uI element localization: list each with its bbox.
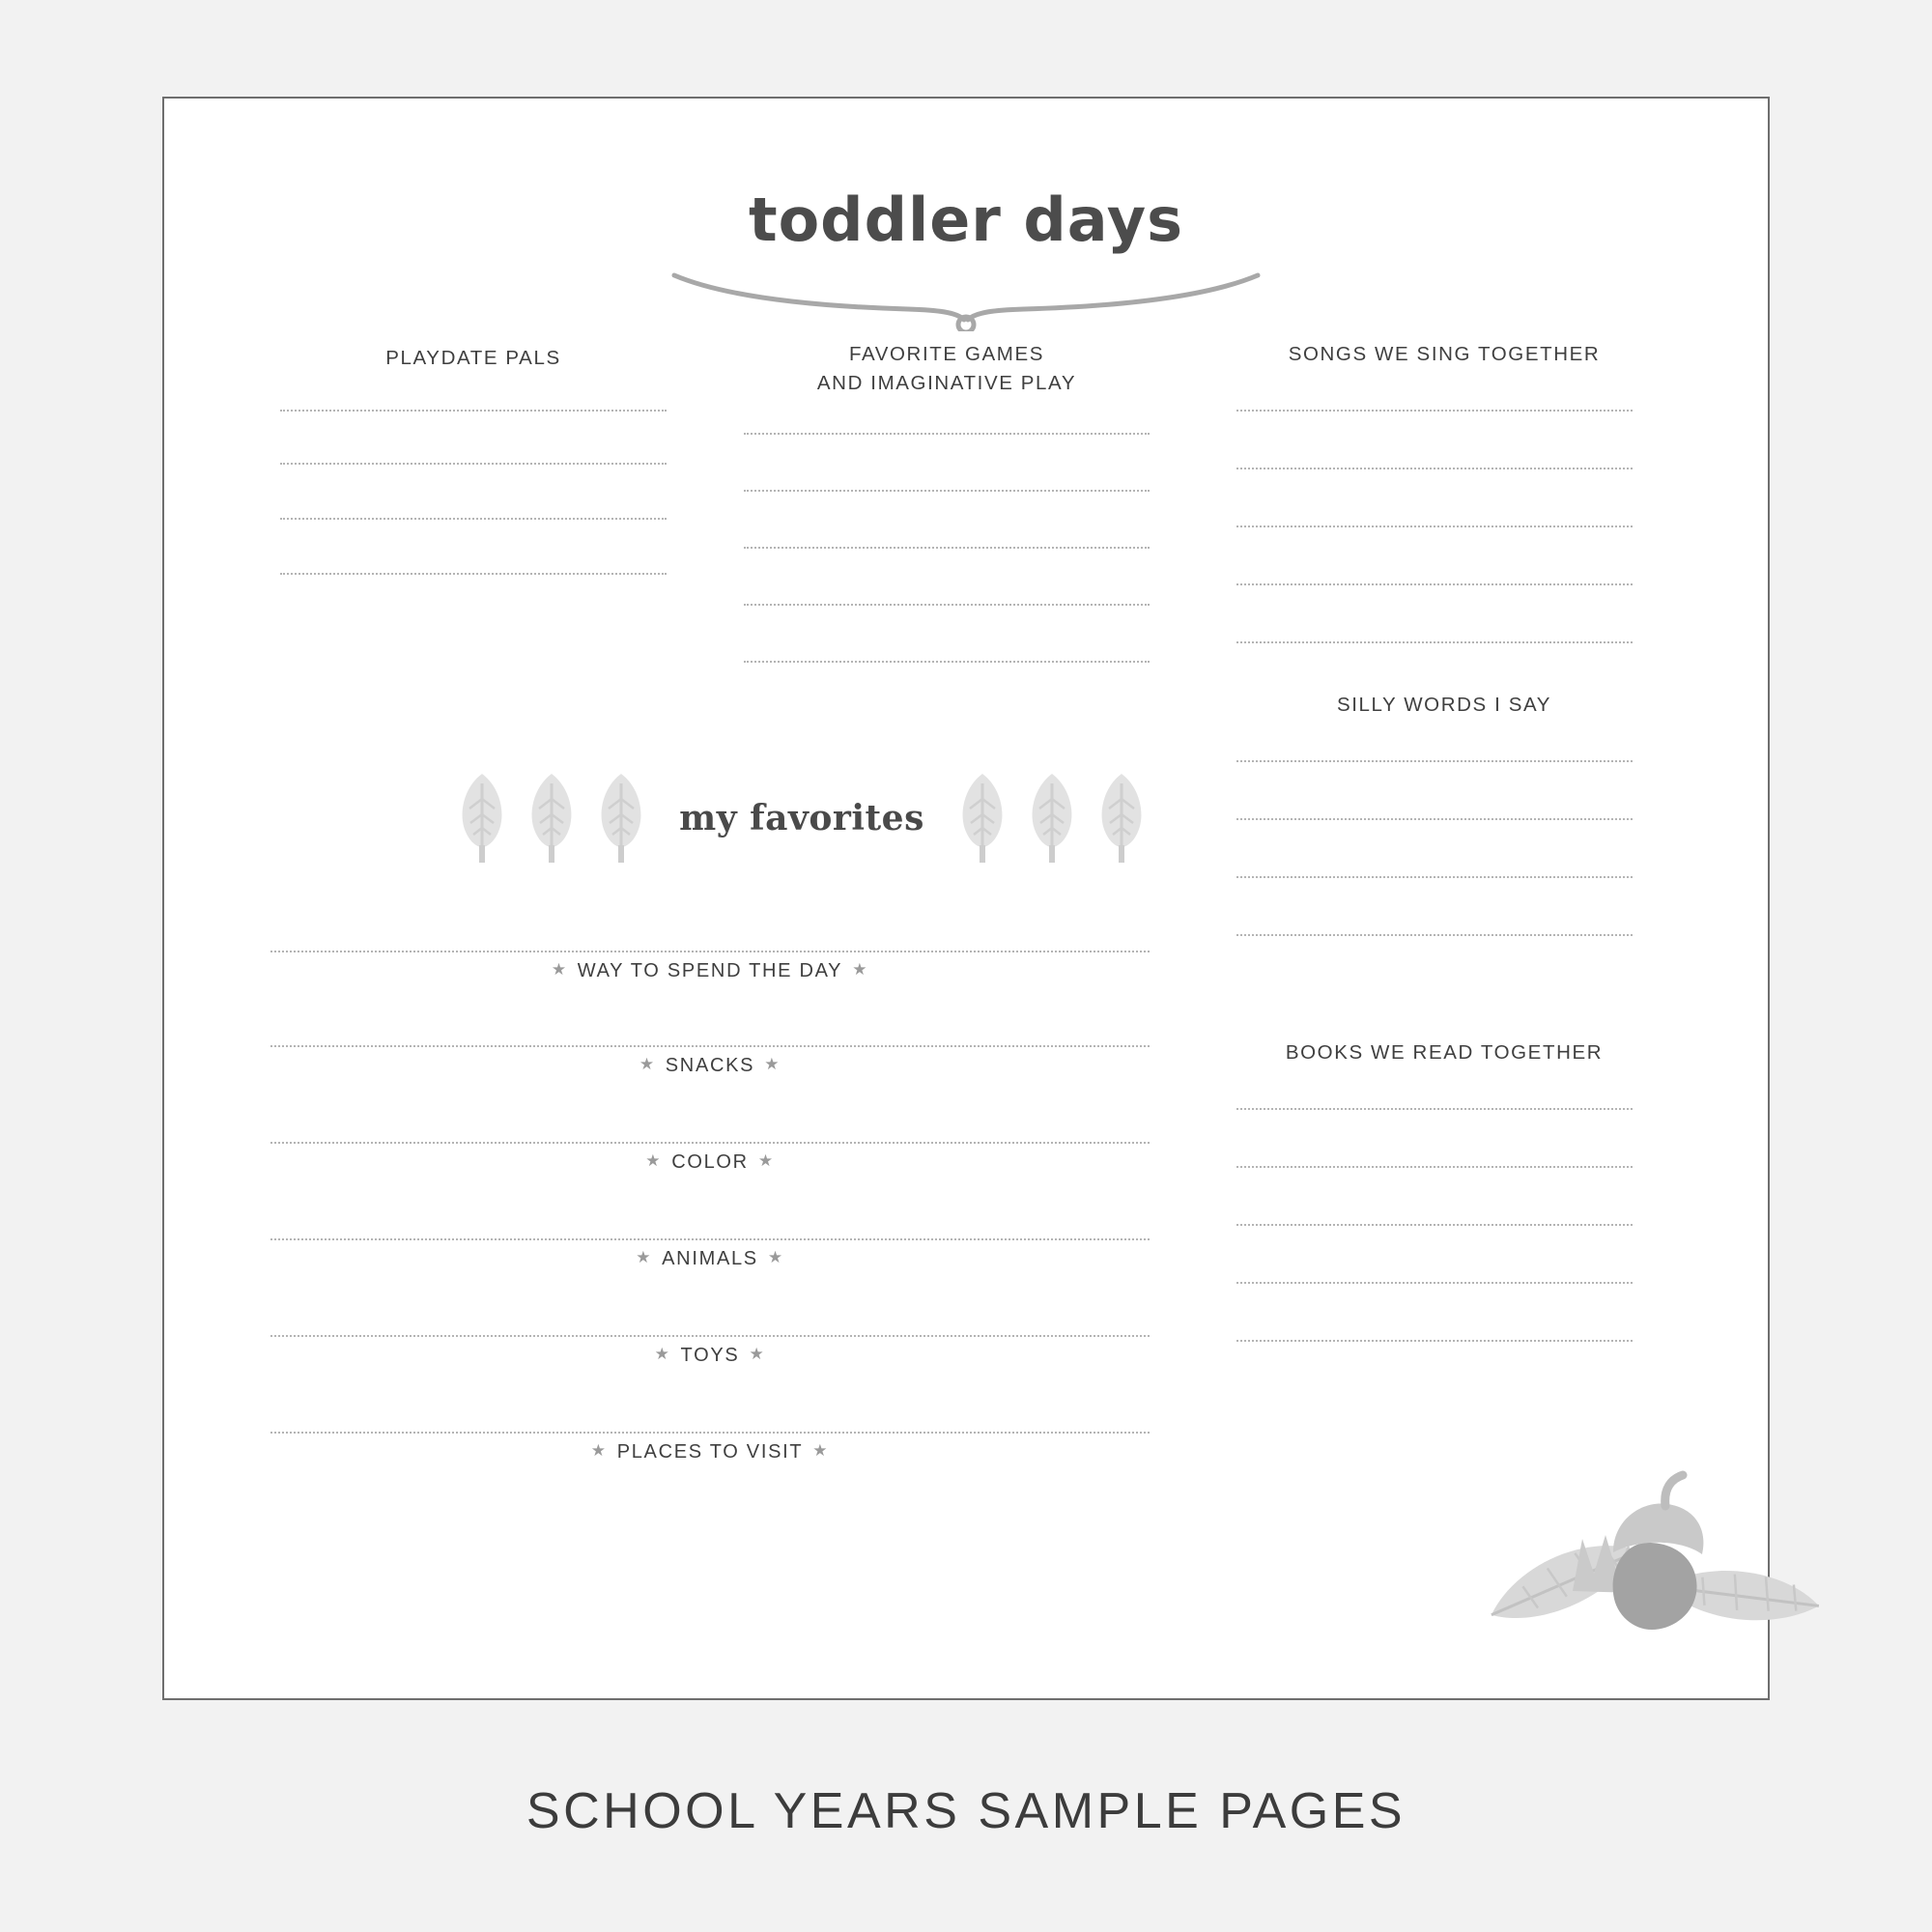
- write-line[interactable]: [280, 571, 667, 575]
- star-icon: ★: [551, 960, 568, 979]
- star-icon: ★: [852, 960, 869, 979]
- write-line[interactable]: [270, 1140, 1150, 1144]
- favorite-label: PLACES TO VISIT: [616, 1441, 804, 1463]
- star-icon: ★: [764, 1055, 781, 1073]
- heading-line-2: AND IMAGINATIVE PLAY: [816, 371, 1077, 394]
- leaf-icon: [1024, 770, 1080, 867]
- write-line[interactable]: [1236, 1338, 1633, 1342]
- write-line[interactable]: [744, 602, 1150, 606]
- write-line[interactable]: [744, 545, 1150, 549]
- leaves-right-group: [954, 770, 1150, 867]
- acorn-and-leaves-icon: [1459, 1446, 1826, 1649]
- sample-page: [162, 97, 1770, 1700]
- star-icon: ★: [812, 1441, 830, 1460]
- heading-favorite-games: [734, 340, 1159, 397]
- write-line[interactable]: [270, 1236, 1150, 1240]
- write-line[interactable]: [1236, 1106, 1633, 1110]
- favorite-caption-way-to-spend-the-day: [270, 960, 1150, 982]
- favorite-caption-places-to-visit: [270, 1441, 1150, 1463]
- favorite-label: WAY TO SPEND THE DAY: [577, 960, 843, 981]
- write-line[interactable]: [744, 431, 1150, 435]
- write-line[interactable]: [1236, 816, 1633, 820]
- favorite-label: SNACKS: [665, 1055, 755, 1076]
- heading-books-we-read-together: BOOKS WE READ TOGETHER: [1285, 1041, 1604, 1064]
- star-icon: ★: [590, 1441, 608, 1460]
- favorite-label: ANIMALS: [662, 1248, 758, 1269]
- write-line[interactable]: [1236, 1164, 1633, 1168]
- write-line[interactable]: [1236, 466, 1633, 469]
- write-line[interactable]: [744, 659, 1150, 663]
- write-line[interactable]: [744, 488, 1150, 492]
- heading-songs-we-sing-together: SONGS WE SING TOGETHER: [1288, 343, 1601, 365]
- favorite-caption-snacks: [270, 1055, 1150, 1077]
- write-line[interactable]: [270, 949, 1150, 952]
- star-icon: ★: [654, 1345, 671, 1363]
- write-line[interactable]: [270, 1333, 1150, 1337]
- page-title-block: [164, 185, 1768, 331]
- leaves-left-group: [454, 770, 649, 867]
- write-line[interactable]: [1236, 1280, 1633, 1284]
- write-line[interactable]: [1236, 524, 1633, 527]
- write-line[interactable]: [280, 408, 667, 412]
- leaf-icon: [1094, 770, 1150, 867]
- favorite-label: COLOR: [671, 1151, 749, 1173]
- write-line[interactable]: [280, 516, 667, 520]
- star-icon: ★: [757, 1151, 775, 1170]
- write-line[interactable]: [270, 1043, 1150, 1047]
- my-favorites-label: my favorites: [679, 798, 924, 838]
- write-line[interactable]: [270, 1430, 1150, 1434]
- favorite-caption-animals: [270, 1248, 1150, 1270]
- heading-line-1: FAVORITE GAMES: [849, 343, 1044, 365]
- write-line[interactable]: [1236, 932, 1633, 936]
- write-line[interactable]: [1236, 408, 1633, 412]
- write-line[interactable]: [1236, 1222, 1633, 1226]
- star-icon: ★: [749, 1345, 766, 1363]
- leaf-icon: [454, 770, 510, 867]
- favorite-label: TOYS: [680, 1345, 740, 1366]
- write-line[interactable]: [1236, 758, 1633, 762]
- write-line[interactable]: [1236, 582, 1633, 585]
- leaf-icon: [524, 770, 580, 867]
- heading-playdate-pals: PLAYDATE PALS: [385, 347, 561, 369]
- my-favorites-band: [454, 765, 1150, 871]
- star-icon: ★: [767, 1248, 784, 1266]
- swash-divider-icon: [164, 264, 1768, 331]
- poster-caption: SCHOOL YEARS SAMPLE PAGES: [526, 1783, 1406, 1839]
- leaf-icon: [954, 770, 1010, 867]
- favorite-caption-toys: [270, 1345, 1150, 1367]
- heading-silly-words-i-say: SILLY WORDS I SAY: [1336, 694, 1551, 716]
- star-icon: ★: [639, 1055, 656, 1073]
- favorite-caption-color: [270, 1151, 1150, 1174]
- page-title: toddler days: [748, 185, 1184, 255]
- star-icon: ★: [636, 1248, 653, 1266]
- leaf-icon: [593, 770, 649, 867]
- write-line[interactable]: [280, 461, 667, 465]
- write-line[interactable]: [1236, 874, 1633, 878]
- write-line[interactable]: [1236, 639, 1633, 643]
- star-icon: ★: [645, 1151, 663, 1170]
